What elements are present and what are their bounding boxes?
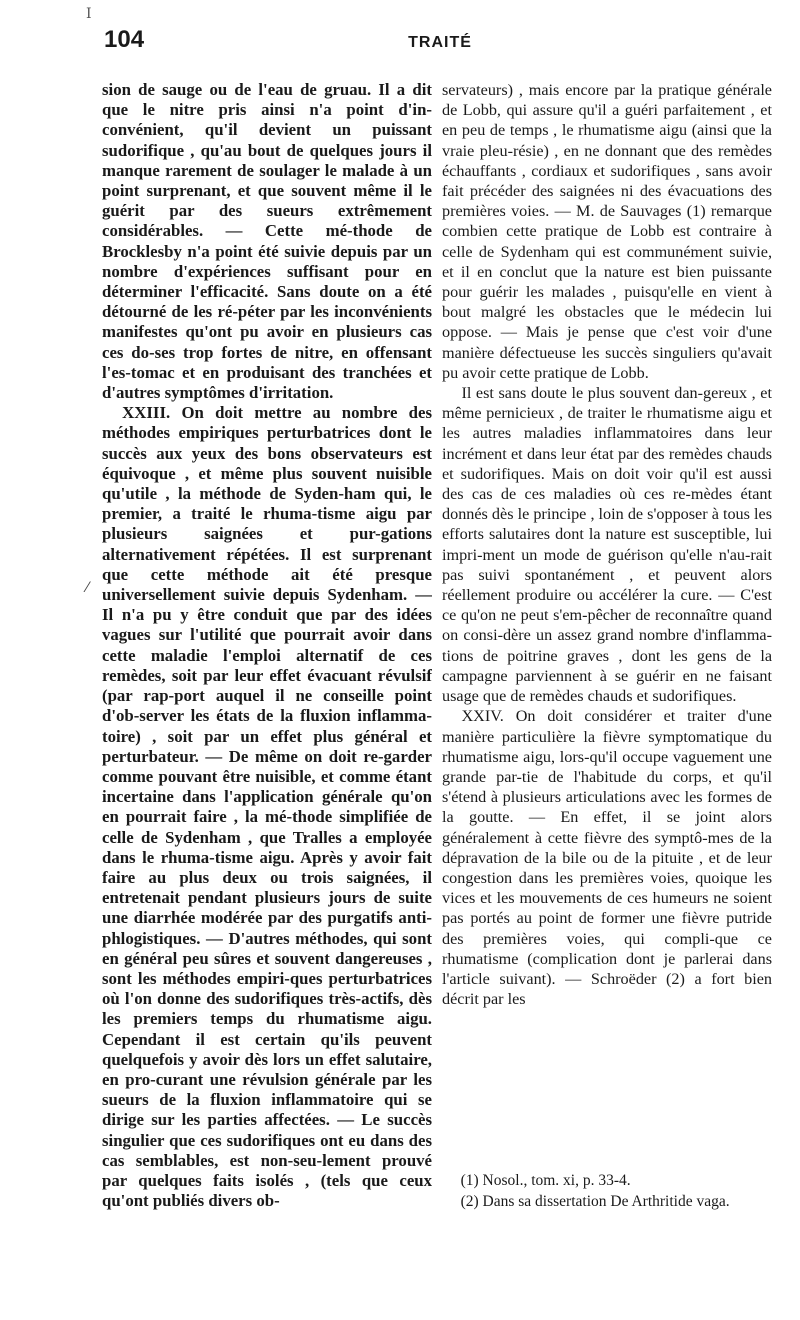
- page-header: [104, 26, 776, 60]
- running-head: TRAITÉ: [408, 34, 472, 51]
- paragraph: XXIII. On doit mettre au nombre des méthodes empiriques perturbatrices dont le succès aux yeux des bons observateurs est équivoque , et même plus souvent nuisible qu'utile , la méthode de Syden-ham qui, le premier, a traité le rhuma-tisme aigu par plusieurs saignées et pur-gations alternativement répétées. Il est surprenant que cette méthode ait été presque universellement suivie depuis Sydenham. — Il n'a pu y être conduit que par des idées vagues sur l'utilité que pourrait avoir dans cette maladie l'emploi alternatif de ces remèdes, soit par leur effet évacuant révulsif (par rap-port auquel il ne conseille point d'ob-server les états de la fluxion inflamma-toire) , soit par un effet plus général et perturbateur. — De même on doit re-garder comme pouvant être nuisible, et comme étant incertaine dans l'application générale qu'on en pourrait faire , la mé-thode simplifiée de celle de Sydenham , que Tralles a employée dans le rhuma-tisme aigu. Après y avoir fait faire au plus deux ou trois saignées, il entretenait pendant plusieurs jours de suite une diarrhée modérée par des purgatifs anti-phlogistiques. — D'autres méthodes, qui sont en général peu sûres et souvent dangereuses , sont les méthodes empiri-ques perturbatrices où l'on donne des sudorifiques très-actifs, dès les premiers temps du rhumatisme aigu. Cependant il est certain qu'ils peuvent quelquefois y avoir dès lors un effet salutaire, en pro-curant une révulsion générale par les sueurs de la fluxion inflammatoire qui se dirige sur les parties affectées. — Le succès singulier que ces sudorifiques ont eu dans des cas semblables, est non-seu-lement prouvé par quelques faits isolés , (tels que ceux qu'ont publiés divers ob-: [102, 403, 432, 1211]
- margin-mark-top: I: [86, 6, 92, 22]
- paragraph: servateurs) , mais encore par la pratique générale de Lobb, qui assure qu'il a guéri parfaitement , et en peu de temps , le rhumatisme aigu (ainsi que la vraie pleu-résie) , en ne donnant que des remèdes échauffants , cordiaux et sudorifiques , sans avoir fait précéder des saignées ni des évacuations des premières voies. — M. de Sauvages (1) remarque combien cette pratique de Lobb est contraire à celle de Sydenham qui est communément suivie, et il en conclut que la nature est bien puissante pour guérir les malades , puisqu'elle en vient à bout malgré les obstacles que le médecin lui oppose. — Mais je pense que c'est voir d'une manière défectueuse les succès singuliers qu'avait pu avoir cette pratique de Lobb.: [442, 81, 772, 382]
- paragraph: sion de sauge ou de l'eau de gruau. Il a dit que le nitre pris ainsi n'a point d'in-convénient, qu'il devient un puissant sudorifique , qu'au bout de quelques jours il manque rarement de soulager le malade à un point surprenant, et que souvent même il le guérit par des sueurs extrêmement considérables. — Cette mé-thode de Brocklesby n'a point été suivie depuis par un nombre d'expériences suffisant pour en déterminer l'efficacité. Sans doute on a été détourné de les ré-péter par les inconvénients manifestes qu'ont pu avoir en plusieurs cas ces do-ses trop fortes de nitre, en offensant l'es-tomac et en produisant des tranchées et d'autres symptômes d'irritation.: [102, 80, 432, 403]
- page-number: 104: [104, 26, 145, 53]
- paragraph: Il est sans doute le plus souvent dan-gereux , et même pernicieux , de traiter le rhumatisme aigu et les autres maladies inflammatoires dans leur incrément et dans leur état par des remèdes chauds et sudorifiques. Mais on doit voir qu'il est aussi des cas de ces maladies où ces re-mèdes étant donnés dès le principe , loin de s'opposer à tous les efforts salutaires dont la nature est susceptible, lui impri-ment un mode de guérison qu'elle n'au-rait pas suivi spontanément , et peuvent alors réellement produire ou accélérer la cure. — C'est ce qu'on ne peut s'em-pêcher de reconnaître quand on consi-dère un assez grand nombre d'inflamma-tions de poitrine graves , dont les gens de la campagne parviennent à se guérir en ne faisant usage que de remèdes chauds et sudorifiques.: [442, 384, 772, 706]
- right-column: [442, 80, 772, 1290]
- paragraph: XXIV. On doit considérer et traiter d'une manière particulière la fièvre symptomatique du rhumatisme aigu, lors-qu'il occupe vaguement une grande par-tie de l'habitude du corps, et qu'il s'étend à plusieurs articulations avec les formes de la goutte. — En effet, il se joint alors généralement à cette fièvre des symptô-mes de la dépravation de la bile ou de la pituite , et de leur congestion dans les premières voies, quoique les vices et les mouvements de ces humeurs ne soient pas portés au point de former une fièvre putride des premières voies, qui compli-que ce rhumatisme (complication dont je parlerai dans l'article suivant). — Schroëder (2) a fort bien décrit par les: [442, 707, 772, 1009]
- footnotes: [442, 1170, 772, 1212]
- left-column: [102, 80, 432, 1290]
- margin-mark-side: ⁄: [86, 580, 89, 596]
- footnote: (2) Dans sa dissertation De Arthritide vaga.: [460, 1193, 730, 1210]
- footnote: (1) Nosol., tom. xi, p. 33-4.: [460, 1172, 631, 1189]
